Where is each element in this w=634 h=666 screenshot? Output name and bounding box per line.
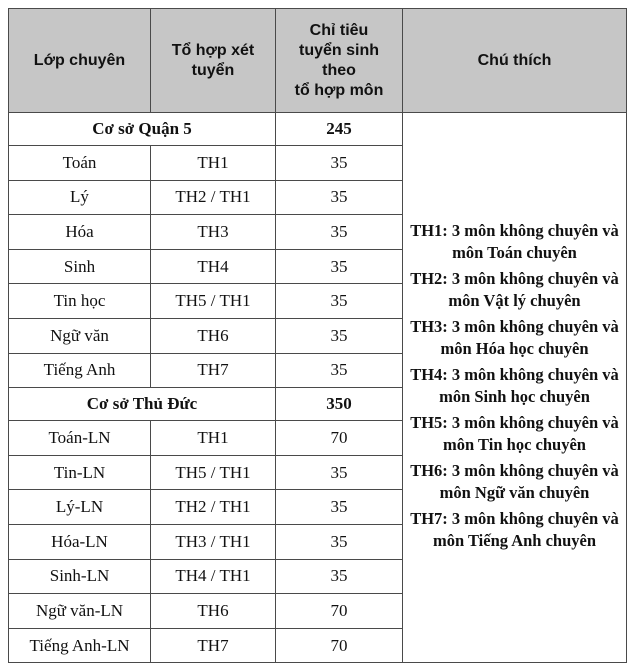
note-th1: TH1: 3 môn không chuyên và môn Toán chuyên [410, 220, 619, 262]
quota-cell: 35 [276, 318, 403, 353]
class-cell: Ngữ văn [9, 318, 151, 353]
admissions-table [8, 8, 627, 663]
combination-cell: TH3 [151, 215, 276, 250]
class-cell: Sinh [9, 249, 151, 284]
combination-cell: TH6 [151, 594, 276, 629]
combination-cell: TH2 / TH1 [151, 490, 276, 525]
class-cell: Ngữ văn-LN [9, 594, 151, 629]
combination-cell: TH5 / TH1 [151, 284, 276, 319]
combination-cell: TH4 / TH1 [151, 559, 276, 594]
quota-cell: 35 [276, 490, 403, 525]
combination-cell: TH7 [151, 353, 276, 388]
class-cell: Toán [9, 146, 151, 181]
header-note: Chú thích [403, 9, 627, 113]
class-cell: Sinh-LN [9, 559, 151, 594]
class-cell: Lý-LN [9, 490, 151, 525]
group-total: 245 [276, 113, 403, 146]
quota-cell: 35 [276, 559, 403, 594]
group-name: Cơ sở Quận 5 [9, 113, 276, 146]
combination-cell: TH1 [151, 421, 276, 456]
note-th4: TH4: 3 môn không chuyên và môn Sinh học chuyên [410, 364, 619, 406]
group-name: Cơ sở Thủ Đức [9, 388, 276, 421]
quota-cell: 70 [276, 421, 403, 456]
combination-cell: TH2 / TH1 [151, 180, 276, 215]
note-th6: TH6: 3 môn không chuyên và môn Ngữ văn chuyên [410, 460, 619, 502]
quota-cell: 35 [276, 146, 403, 181]
quota-cell: 35 [276, 524, 403, 559]
note-th2: TH2: 3 môn không chuyên và môn Vật lý chuyên [410, 268, 619, 310]
header-row [9, 9, 627, 113]
combination-cell: TH5 / TH1 [151, 455, 276, 490]
notes-cell [403, 113, 627, 663]
quota-cell: 35 [276, 215, 403, 250]
class-cell: Toán-LN [9, 421, 151, 456]
class-cell: Hóa [9, 215, 151, 250]
combination-cell: TH1 [151, 146, 276, 181]
quota-cell: 35 [276, 180, 403, 215]
note-th3: TH3: 3 môn không chuyên và môn Hóa học chuyên [410, 316, 619, 358]
header-class: Lớp chuyên [9, 9, 151, 113]
class-cell: Tin-LN [9, 455, 151, 490]
class-cell: Tin học [9, 284, 151, 319]
quota-cell: 35 [276, 249, 403, 284]
group-row-campus-1 [9, 113, 627, 146]
quota-cell: 35 [276, 353, 403, 388]
header-quota-line: Chỉ tiêu [309, 21, 369, 39]
header-quota-line: tuyển sinh [298, 41, 379, 59]
combination-cell: TH7 [151, 628, 276, 663]
group-total: 350 [276, 388, 403, 421]
class-cell: Tiếng Anh-LN [9, 628, 151, 663]
header-quota-line: theo [322, 61, 356, 79]
class-cell: Tiếng Anh [9, 353, 151, 388]
quota-cell: 70 [276, 594, 403, 629]
class-cell: Lý [9, 180, 151, 215]
combination-cell: TH3 / TH1 [151, 524, 276, 559]
header-quota-line: tổ hợp môn [294, 81, 384, 99]
note-th5: TH5: 3 môn không chuyên và môn Tin học chuyên [410, 412, 619, 454]
header-quota [276, 9, 403, 113]
combination-cell: TH6 [151, 318, 276, 353]
quota-cell: 70 [276, 628, 403, 663]
note-th7: TH7: 3 môn không chuyên và môn Tiếng Anh chuyên [410, 508, 619, 550]
class-cell: Hóa-LN [9, 524, 151, 559]
combination-cell: TH4 [151, 249, 276, 284]
header-combination: Tổ hợp xét tuyển [151, 9, 276, 113]
quota-cell: 35 [276, 284, 403, 319]
quota-cell: 35 [276, 455, 403, 490]
